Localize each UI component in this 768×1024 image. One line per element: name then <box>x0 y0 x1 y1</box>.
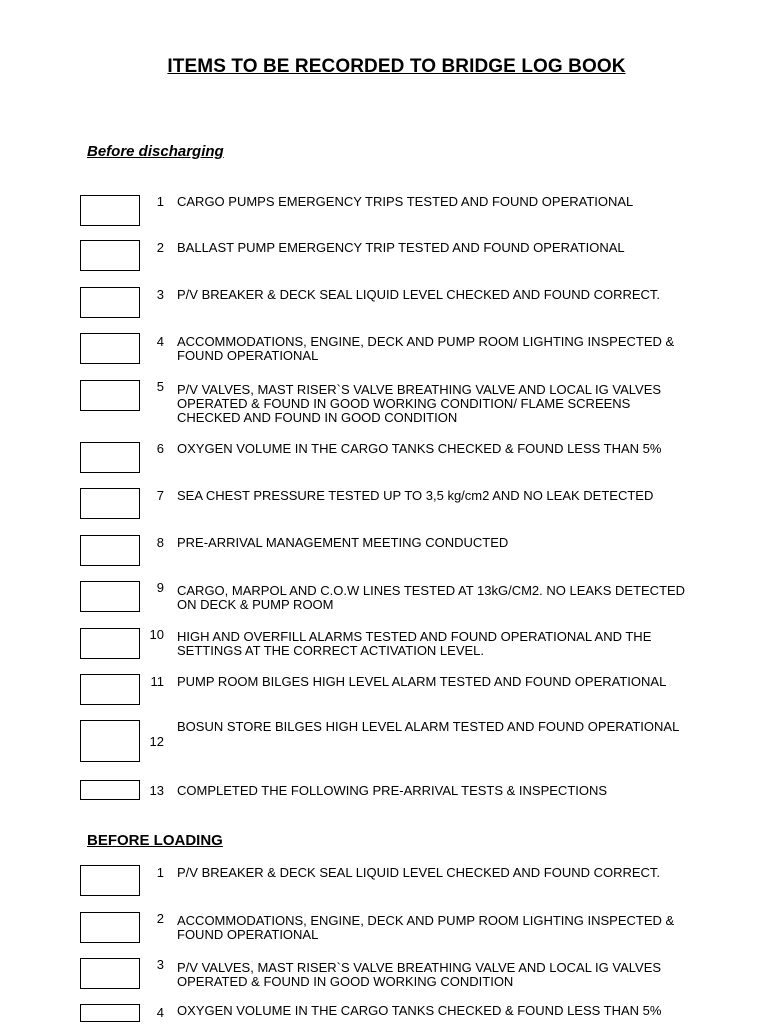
item-checkbox[interactable] <box>80 240 140 271</box>
item-number: 13 <box>149 783 164 798</box>
item-text: P/V VALVES, MAST RISER`S VALVE BREATHING VALVE AND LOCAL IG VALVES OPERATED & FOUND IN GOOD WORKING CONDITION/ FLAME SCREENS CHECKED AND FOUND IN GOOD CONDITION <box>177 382 662 425</box>
item-number: 11 <box>150 674 164 689</box>
item-text: ACCOMMODATIONS, ENGINE, DECK AND PUMP ROOM LIGHTING INSPECTED & FOUND OPERATIONAL <box>177 334 675 363</box>
item-number: 5 <box>156 379 164 394</box>
item-number: 8 <box>156 535 164 550</box>
item-checkbox[interactable] <box>80 628 140 659</box>
item-text: BALLAST PUMP EMERGENCY TRIP TESTED AND FOUND OPERATIONAL <box>177 240 625 255</box>
item-checkbox[interactable] <box>80 674 140 705</box>
item-checkbox[interactable] <box>80 442 140 473</box>
item-checkbox[interactable] <box>80 333 140 364</box>
page-title: ITEMS TO BE RECORDED TO BRIDGE LOG BOOK <box>167 56 626 77</box>
item-text: HIGH AND OVERFILL ALARMS TESTED AND FOUND OPERATIONAL AND THE SETTINGS AT THE CORRECT ACTIVATION LEVEL. <box>177 629 652 658</box>
item-checkbox[interactable] <box>80 865 140 896</box>
item-checkbox[interactable] <box>80 535 140 566</box>
item-checkbox[interactable] <box>80 195 140 226</box>
item-text: PRE-ARRIVAL MANAGEMENT MEETING CONDUCTED <box>177 535 509 550</box>
item-text: OXYGEN VOLUME IN THE CARGO TANKS CHECKED & FOUND LESS THAN 5% <box>177 1003 662 1018</box>
item-text: COMPLETED THE FOLLOWING PRE-ARRIVAL TESTS & INSPECTIONS <box>177 783 608 798</box>
item-number: 2 <box>156 240 164 255</box>
item-text: P/V VALVES, MAST RISER`S VALVE BREATHING VALVE AND LOCAL IG VALVES OPERATED & FOUND IN GOOD WORKING CONDITION <box>177 960 662 989</box>
item-checkbox[interactable] <box>80 912 140 943</box>
item-number: 7 <box>156 488 164 503</box>
item-number: 3 <box>156 287 164 302</box>
section-heading-before-loading: BEFORE LOADING <box>87 832 223 849</box>
item-text: SEA CHEST PRESSURE TESTED UP TO 3,5 kg/cm2 AND NO LEAK DETECTED <box>177 488 654 503</box>
item-checkbox[interactable] <box>80 780 140 800</box>
item-checkbox[interactable] <box>80 380 140 411</box>
item-text: PUMP ROOM BILGES HIGH LEVEL ALARM TESTED AND FOUND OPERATIONAL <box>177 674 667 689</box>
item-number: 12 <box>149 734 164 749</box>
item-text: CARGO, MARPOL AND C.O.W LINES TESTED AT 13kG/CM2. NO LEAKS DETECTED ON DECK & PUMP ROOM <box>177 583 686 612</box>
item-number: 1 <box>156 194 164 209</box>
item-number: 4 <box>156 1005 164 1020</box>
item-text: OXYGEN VOLUME IN THE CARGO TANKS CHECKED & FOUND LESS THAN 5% <box>177 441 662 456</box>
item-text: BOSUN STORE BILGES HIGH LEVEL ALARM TESTED AND FOUND OPERATIONAL <box>177 719 680 734</box>
item-number: 9 <box>156 580 164 595</box>
item-checkbox[interactable] <box>80 488 140 519</box>
item-checkbox[interactable] <box>80 720 140 762</box>
item-text: ACCOMMODATIONS, ENGINE, DECK AND PUMP ROOM LIGHTING INSPECTED & FOUND OPERATIONAL <box>177 913 675 942</box>
item-checkbox[interactable] <box>80 287 140 318</box>
item-number: 6 <box>156 441 164 456</box>
item-checkbox[interactable] <box>80 581 140 612</box>
item-checkbox[interactable] <box>80 958 140 989</box>
item-text: P/V BREAKER & DECK SEAL LIQUID LEVEL CHECKED AND FOUND CORRECT. <box>177 287 661 302</box>
item-number: 3 <box>156 957 164 972</box>
section-heading-before-discharging: Before discharging <box>87 143 224 160</box>
item-text: P/V BREAKER & DECK SEAL LIQUID LEVEL CHECKED AND FOUND CORRECT. <box>177 865 661 880</box>
item-number: 4 <box>156 334 164 349</box>
item-number: 10 <box>149 627 164 642</box>
item-checkbox[interactable] <box>80 1004 140 1022</box>
item-text: CARGO PUMPS EMERGENCY TRIPS TESTED AND FOUND OPERATIONAL <box>177 194 634 209</box>
item-number: 2 <box>156 911 164 926</box>
item-number: 1 <box>156 865 164 880</box>
